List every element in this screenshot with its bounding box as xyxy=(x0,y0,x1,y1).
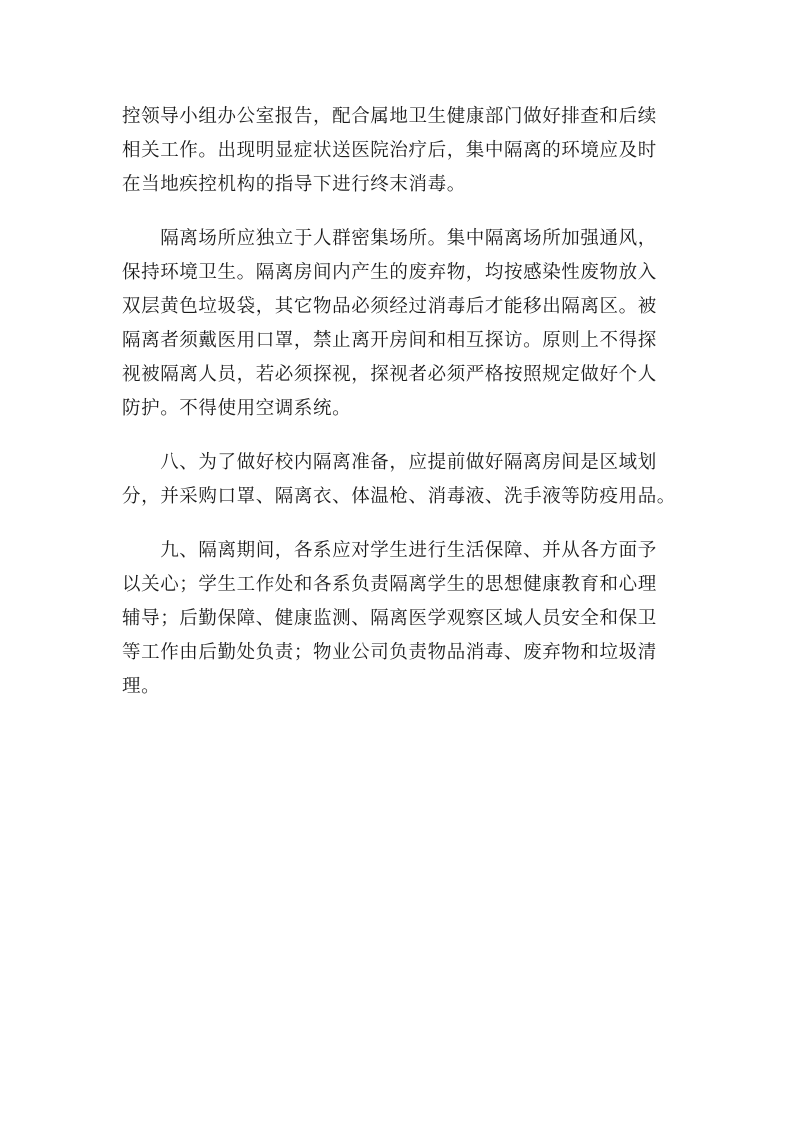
text-line: 隔离者须戴医用口罩，禁止离开房间和相互探访。原则上不得探 xyxy=(122,330,657,351)
paragraph-disinfection xyxy=(122,100,682,202)
text-line: 保持环境卫生。隔离房间内产生的废弃物，均按感染性废物放入 xyxy=(122,262,657,283)
text-line: 在当地疾控机构的指导下进行终末消毒。 xyxy=(122,174,466,195)
paragraph-item-eight xyxy=(122,446,682,514)
text-line: 分，并采购口罩、隔离衣、体温枪、消毒液、洗手液等防疫用品。 xyxy=(122,486,676,507)
text-line: 理。 xyxy=(122,676,161,697)
text-line: 九、隔离期间，各系应对学生进行生活保障、并从各方面予 xyxy=(122,540,657,561)
paragraph-item-nine xyxy=(122,534,682,704)
text-line: 视被隔离人员，若必须探视，探视者必须严格按照规定做好个人 xyxy=(122,364,657,385)
document-body xyxy=(122,100,682,724)
paragraph-isolation-site xyxy=(122,222,682,426)
text-line: 辅导；后勤保障、健康监测、隔离医学观察区域人员安全和保卫 xyxy=(122,608,657,629)
text-line: 控领导小组办公室报告，配合属地卫生健康部门做好排查和后续 xyxy=(122,106,657,127)
text-line: 双层黄色垃圾袋，其它物品必须经过消毒后才能移出隔离区。被 xyxy=(122,296,657,317)
text-line: 相关工作。出现明显症状送医院治疗后，集中隔离的环境应及时 xyxy=(122,140,657,161)
text-line: 八、为了做好校内隔离准备，应提前做好隔离房间是区域划 xyxy=(122,452,657,473)
text-line: 隔离场所应独立于人群密集场所。集中隔离场所加强通风， xyxy=(122,228,657,249)
text-line: 以关心；学生工作处和各系负责隔离学生的思想健康教育和心理 xyxy=(122,574,657,595)
text-line: 防护。不得使用空调系统。 xyxy=(122,398,352,419)
text-line: 等工作由后勤处负责；物业公司负责物品消毒、废弃物和垃圾清 xyxy=(122,642,657,663)
